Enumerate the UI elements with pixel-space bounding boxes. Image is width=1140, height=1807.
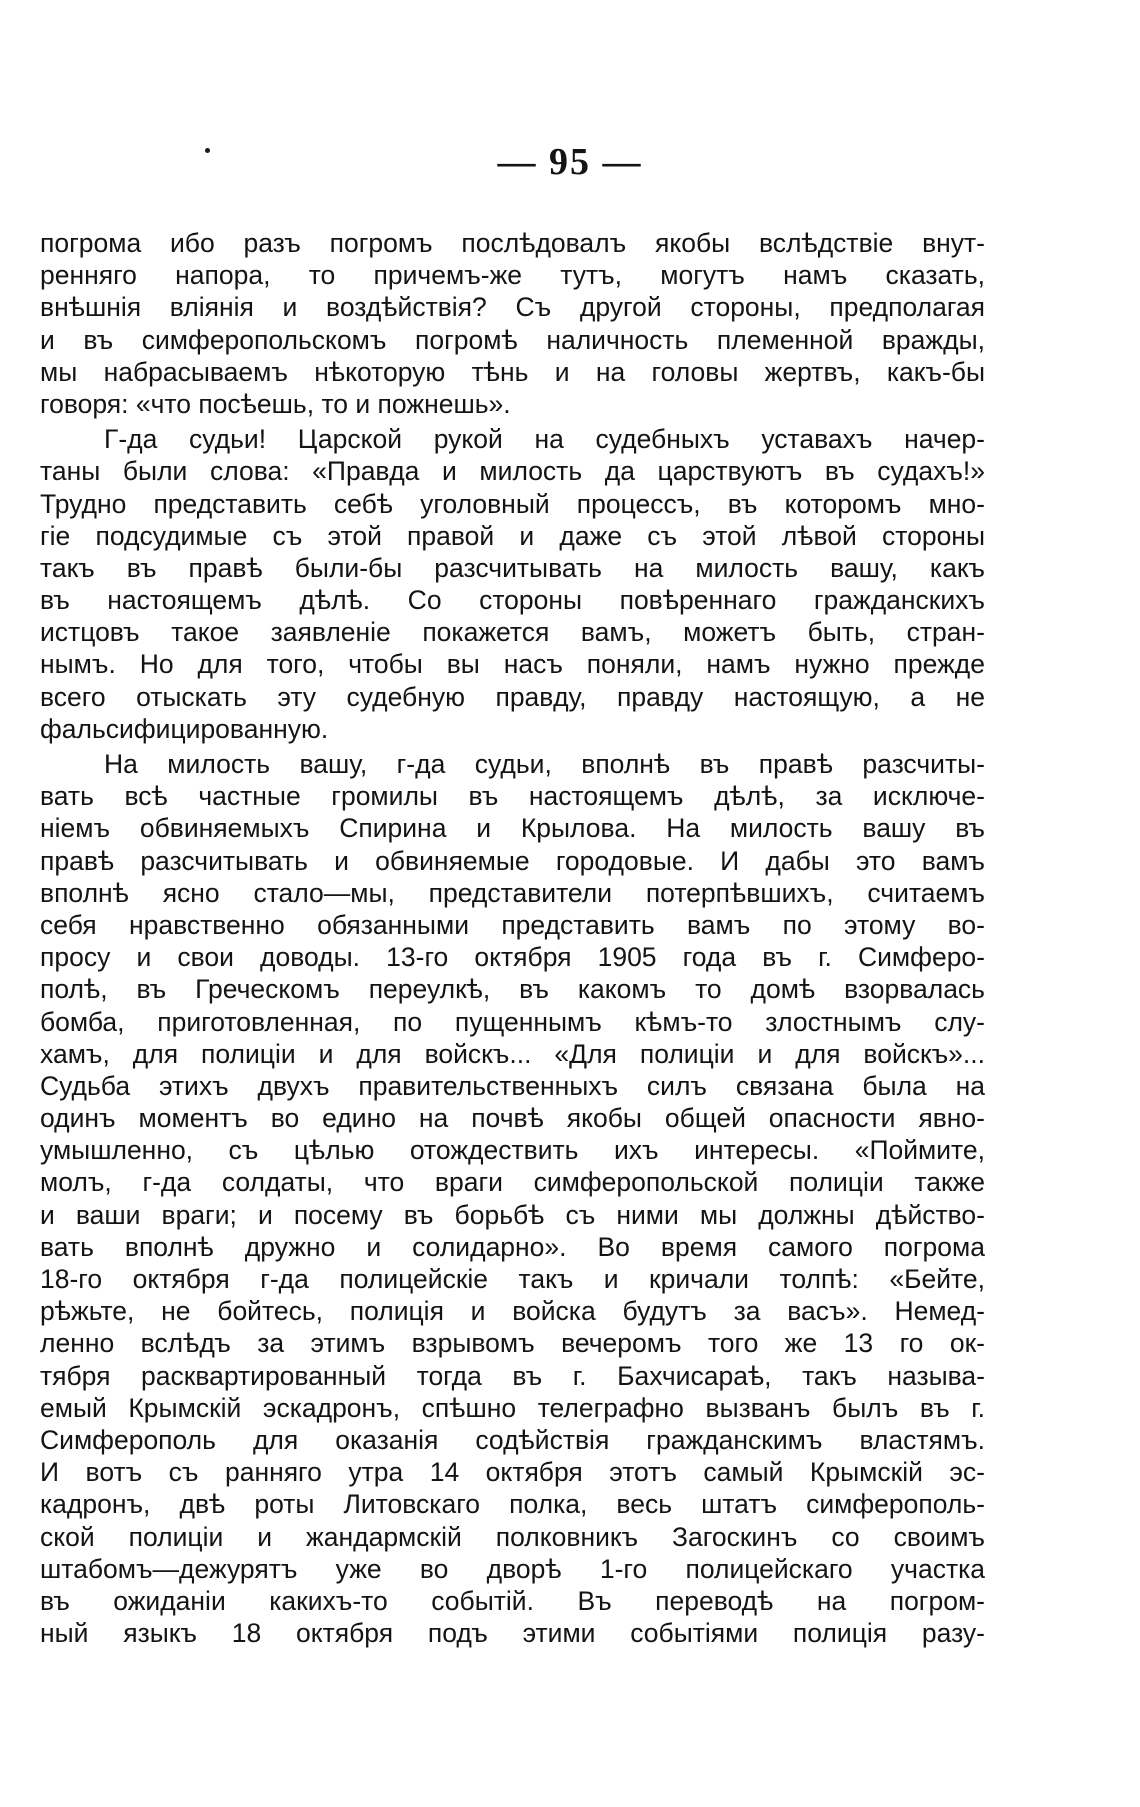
text-line: молъ, г-да солдаты, что враги симферопольской полиціи также — [40, 1167, 985, 1198]
paragraph-2 — [40, 423, 985, 745]
text-line: полѣ, въ Греческомъ переулкѣ, въ какомъ то домѣ взорвалась — [40, 974, 985, 1005]
text-line: тября расквартированный тогда въ г. Бахчисараѣ, такъ называ- — [40, 1360, 985, 1391]
text-line: погрома ибо разъ погромъ послѣдовалъ якобы вслѣдствіе внут- — [40, 228, 985, 258]
text-line: 18-го октября г-да полицейскіе такъ и кричали толпѣ: «Бейте, — [40, 1264, 985, 1294]
text-line: Г-да судьи! Царской рукой на судебныхъ уставахъ начер- — [104, 424, 985, 455]
text-line: истцовъ такое заявленіе покажется вамъ, можетъ быть, стран- — [40, 617, 985, 648]
text-line: ленно вслѣдъ за этимъ взрывомъ вечеромъ того же 13 го ок- — [40, 1328, 985, 1359]
paragraph-1 — [40, 227, 985, 420]
text-line: Симферополь для оказанія содѣйствія гражданскимъ властямъ. — [40, 1424, 985, 1455]
text-line: таны были слова: «Правда и милость да царствуютъ въ судахъ!» — [40, 456, 985, 487]
text-line: правѣ разсчитывать и обвиняемые городовые. И дабы это вамъ — [40, 845, 985, 876]
text-line: говоря: «что посѣешь, то и пожнешь». — [40, 388, 511, 419]
text-line: просу и свои доводы. 13-го октября 1905 года въ г. Симферо- — [40, 942, 985, 973]
text-line: и въ симферопольскомъ погромѣ наличность племенной вражды, — [40, 324, 985, 355]
paragraph-3 — [40, 748, 985, 1649]
text-line: мы набрасываемъ нѣкоторую тѣнь и на головы жертвъ, какъ-бы — [40, 356, 985, 387]
text-line: въ настоящемъ дѣлѣ. Со стороны повѣреннаго гражданскихъ — [40, 585, 985, 616]
text-line: умышленно, съ цѣлью отождествить ихъ интересы. «Поймите, — [40, 1135, 985, 1166]
text-line: емый Крымскій эскадронъ, спѣшно телеграфно вызванъ былъ въ г. — [40, 1392, 985, 1423]
text-line: бомба, приготовленная, по пущеннымъ кѣмъ-то злостнымъ слу- — [40, 1006, 985, 1037]
text-line: вать вполнѣ дружно и солидарно». Во время самого погрома — [40, 1231, 985, 1262]
text-line: Трудно представить себѣ уголовный процессъ, въ которомъ мно- — [40, 488, 985, 519]
text-line: ный языкъ 18 октября подъ этими событіями полиція разу- — [40, 1618, 985, 1649]
text-line: въ ожиданіи какихъ-то событій. Въ переводѣ на погром- — [40, 1585, 985, 1616]
text-line: кадронъ, двѣ роты Литовскаго полка, весь штатъ симферополь- — [40, 1489, 985, 1520]
text-line: одинъ моментъ во едино на почвѣ якобы общей опасности явно- — [40, 1103, 985, 1134]
text-line: хамъ, для полиціи и для войскъ... «Для полиціи и для войскъ»... — [40, 1038, 985, 1069]
text-line: ренняго напора, то причемъ-же тутъ, могутъ намъ сказать, — [40, 260, 985, 291]
text-line: внѣшнія вліянія и воздѣйствія? Съ другой стороны, предполагая — [40, 292, 985, 323]
text-line: вполнѣ ясно стало—мы, представители потерпѣвшихъ, считаемъ — [40, 877, 985, 908]
text-line: ніемъ обвиняемыхъ Спирина и Крылова. На милость вашу въ — [40, 813, 985, 844]
text-line: всего отыскать эту судебную правду, правду настоящую, а не — [40, 681, 985, 712]
text-line: Судьба этихъ двухъ правительственныхъ силъ связана была на — [40, 1070, 985, 1101]
text-line: гіе подсудимые съ этой правой и даже съ этой лѣвой стороны — [40, 520, 985, 551]
page-number: — 95 — — [497, 141, 643, 183]
text-line: нымъ. Но для того, чтобы вы насъ поняли, намъ нужно прежде — [40, 649, 985, 680]
text-line: фальсифицированную. — [40, 713, 329, 744]
text-line: себя нравственно обязанными представить вамъ по этому во- — [40, 909, 985, 940]
body-text — [40, 227, 985, 1652]
text-line: штабомъ—дежурятъ уже во дворѣ 1-го полицейскаго участка — [40, 1553, 985, 1584]
text-line: ской полиціи и жандармскій полковникъ Загоскинъ со своимъ — [40, 1521, 985, 1552]
text-line: И вотъ съ ранняго утра 14 октября этотъ самый Крымскій эс- — [40, 1457, 985, 1488]
text-line: такъ въ правѣ были-бы разсчитывать на милость вашу, какъ — [40, 552, 985, 583]
text-line: рѣжьте, не бойтесь, полиція и войска будутъ за васъ». Немед- — [40, 1296, 985, 1327]
text-line: На милость вашу, г-да судьи, вполнѣ въ правѣ разсчиты- — [104, 749, 985, 779]
text-line: вать всѣ частные громилы въ настоящемъ дѣлѣ, за исключе- — [40, 781, 985, 812]
text-line: и ваши враги; и посему въ борьбѣ съ ними мы должны дѣйство- — [40, 1199, 985, 1230]
